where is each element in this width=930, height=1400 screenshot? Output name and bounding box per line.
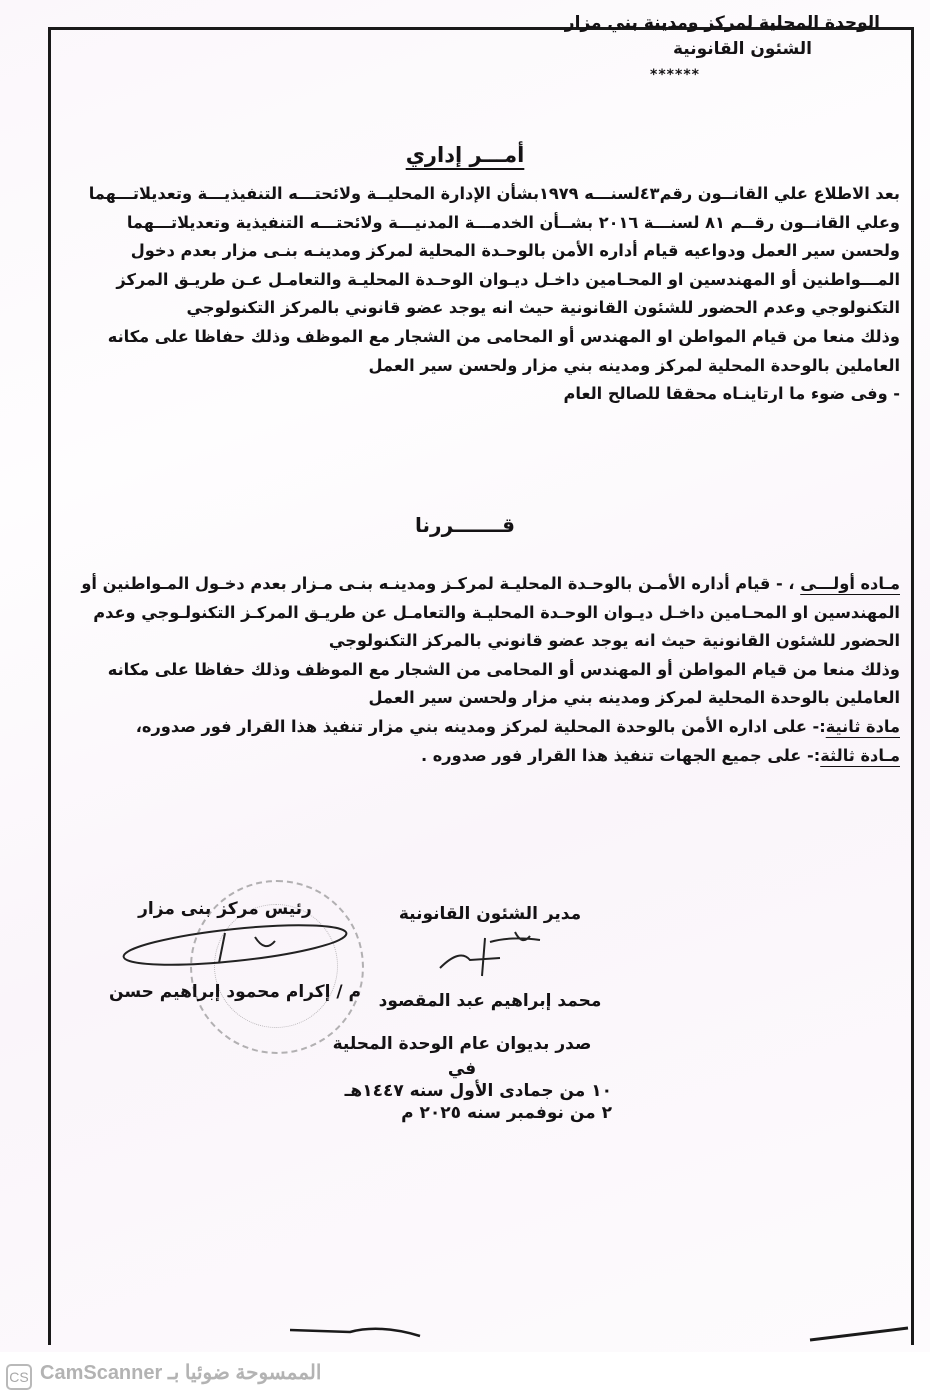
article-label: مادة ثانية <box>825 716 900 736</box>
article-label: مـاده أولـــى <box>800 574 900 593</box>
article-line: وذلك منعا من قيام المواطن أو المهندس أو المحامى من الشجار مع الموظف وذلك حفاظا على مكانه <box>107 659 900 679</box>
handwritten-signature <box>430 928 550 978</box>
preamble-line: العاملين بالوحدة المحلية لمركز ومدينه بني مزار ولحسن سير العمل <box>368 355 900 375</box>
signer-name: م / إكرام محمود إبراهيم حسن <box>109 982 361 1002</box>
signer-title: رئيس مركز بنى مزار <box>138 899 312 919</box>
article-text: :- على اداره الأمن بالوحدة المحلية لمركز ومدينه بني مزار تنفيذ هذا القرار فور صدوره، <box>135 716 826 736</box>
hijri-date: ١٠ من جمادى الأول سنه ١٤٤٧هـ <box>344 1081 612 1101</box>
article-first <box>56 570 900 599</box>
separator-stars: ****** <box>650 67 700 83</box>
preamble-line: وعلي القانــون رقــم ٨١ لسنـــة ٢٠١٦ بشــأن الخدمـــة المدنيـــة ولائحتـــه التنفيذية وتعديلاتـــهما <box>126 212 900 232</box>
gregorian-date: ٢ من نوفمبر سنه ٢٠٢٥ م <box>401 1103 612 1123</box>
preamble <box>56 180 900 409</box>
preamble-line: ولحسن سير العمل ودواعيه قيام أداره الأمن بالوحـدة المحلية لمركز ومدينـه بنـى مزار بعدم دخول <box>130 241 900 261</box>
document-title: أمـــر إداري <box>405 143 525 167</box>
signature-block-legal-director <box>360 900 620 1015</box>
article-line: الحضور للشئون القانونية حيث انه يوجد عضو قانوني بالمركز التكنولوجي <box>328 631 900 651</box>
issuance-in: في <box>447 1059 477 1079</box>
article-label: مـادة ثالثة <box>820 745 900 765</box>
article-text: ، - قيام أداره الأمـن بالوحـدة المحليـة لمركـز ومدينـه بنـى مـزار بعدم دخـول المـواطنين أو <box>81 574 795 593</box>
page-border-bottom <box>290 1326 910 1342</box>
preamble-line: - وفى ضوء ما ارتاينـاه محققا للصالح العام <box>563 384 900 404</box>
article-line: العاملين بالوحدة المحلية لمركز ومدينه بني مزار ولحسن سير العمل <box>368 688 900 708</box>
scanner-watermark-bar <box>0 1352 930 1400</box>
issuance-block <box>312 1030 612 1124</box>
article-line: المهندسين او المحـامين داخـل ديـوان الوحـدة المحليـة والتعامـل عن طريـق المركـز التكنولـوجي وعدم <box>93 602 900 622</box>
letterhead <box>480 10 880 88</box>
articles <box>56 570 900 770</box>
camscanner-logo-icon: CS <box>6 1364 32 1390</box>
department-name: الشئون القانونية <box>672 39 812 59</box>
preamble-line: المـــواطنين أو المهندسين او المحـامين داخـل ديـوان الوحـدة المحليـة والتعامـل عـن طريـق المركز <box>116 269 900 289</box>
handwritten-signature <box>115 923 355 969</box>
article-text: :- على جميع الجهات تنفيذ هذا القرار فور صدوره . <box>420 745 821 765</box>
article-third <box>56 742 900 771</box>
preamble-line: التكنولوجي وعدم الحضور للشئون القانونية حيث انه يوجد عضو قانوني بالمركز التكنولوجي <box>186 298 900 318</box>
camscanner-watermark: الممسوحة ضوئيا بـ CamScanner <box>40 1362 322 1384</box>
issuance-place: صدر بديوان عام الوحدة المحلية <box>332 1034 592 1054</box>
article-second <box>56 713 900 742</box>
preamble-line: وذلك منعا من قيام المواطن او المهندس أو المحامى من الشجار مع الموظف وذلك حفاظا على مكانه <box>107 326 900 346</box>
signer-name: محمد إبراهيم عبد المقصود <box>378 991 602 1011</box>
signature-block-center-head <box>100 895 370 1006</box>
decision-heading: قـــــــررنا <box>415 513 515 537</box>
signer-title: مدير الشئون القانونية <box>398 904 582 924</box>
preamble-line: بعد الاطلاع علي القانــون رقم٤٣لسنـــه ١٩٧٩بشأن الإدارة المحليــة ولائحتـــه التنفيذيـــة وتعديلاتـــهما <box>88 184 900 203</box>
issuing-authority: الوحدة المحلية لمركز ومدينة بني مزار <box>564 13 880 33</box>
